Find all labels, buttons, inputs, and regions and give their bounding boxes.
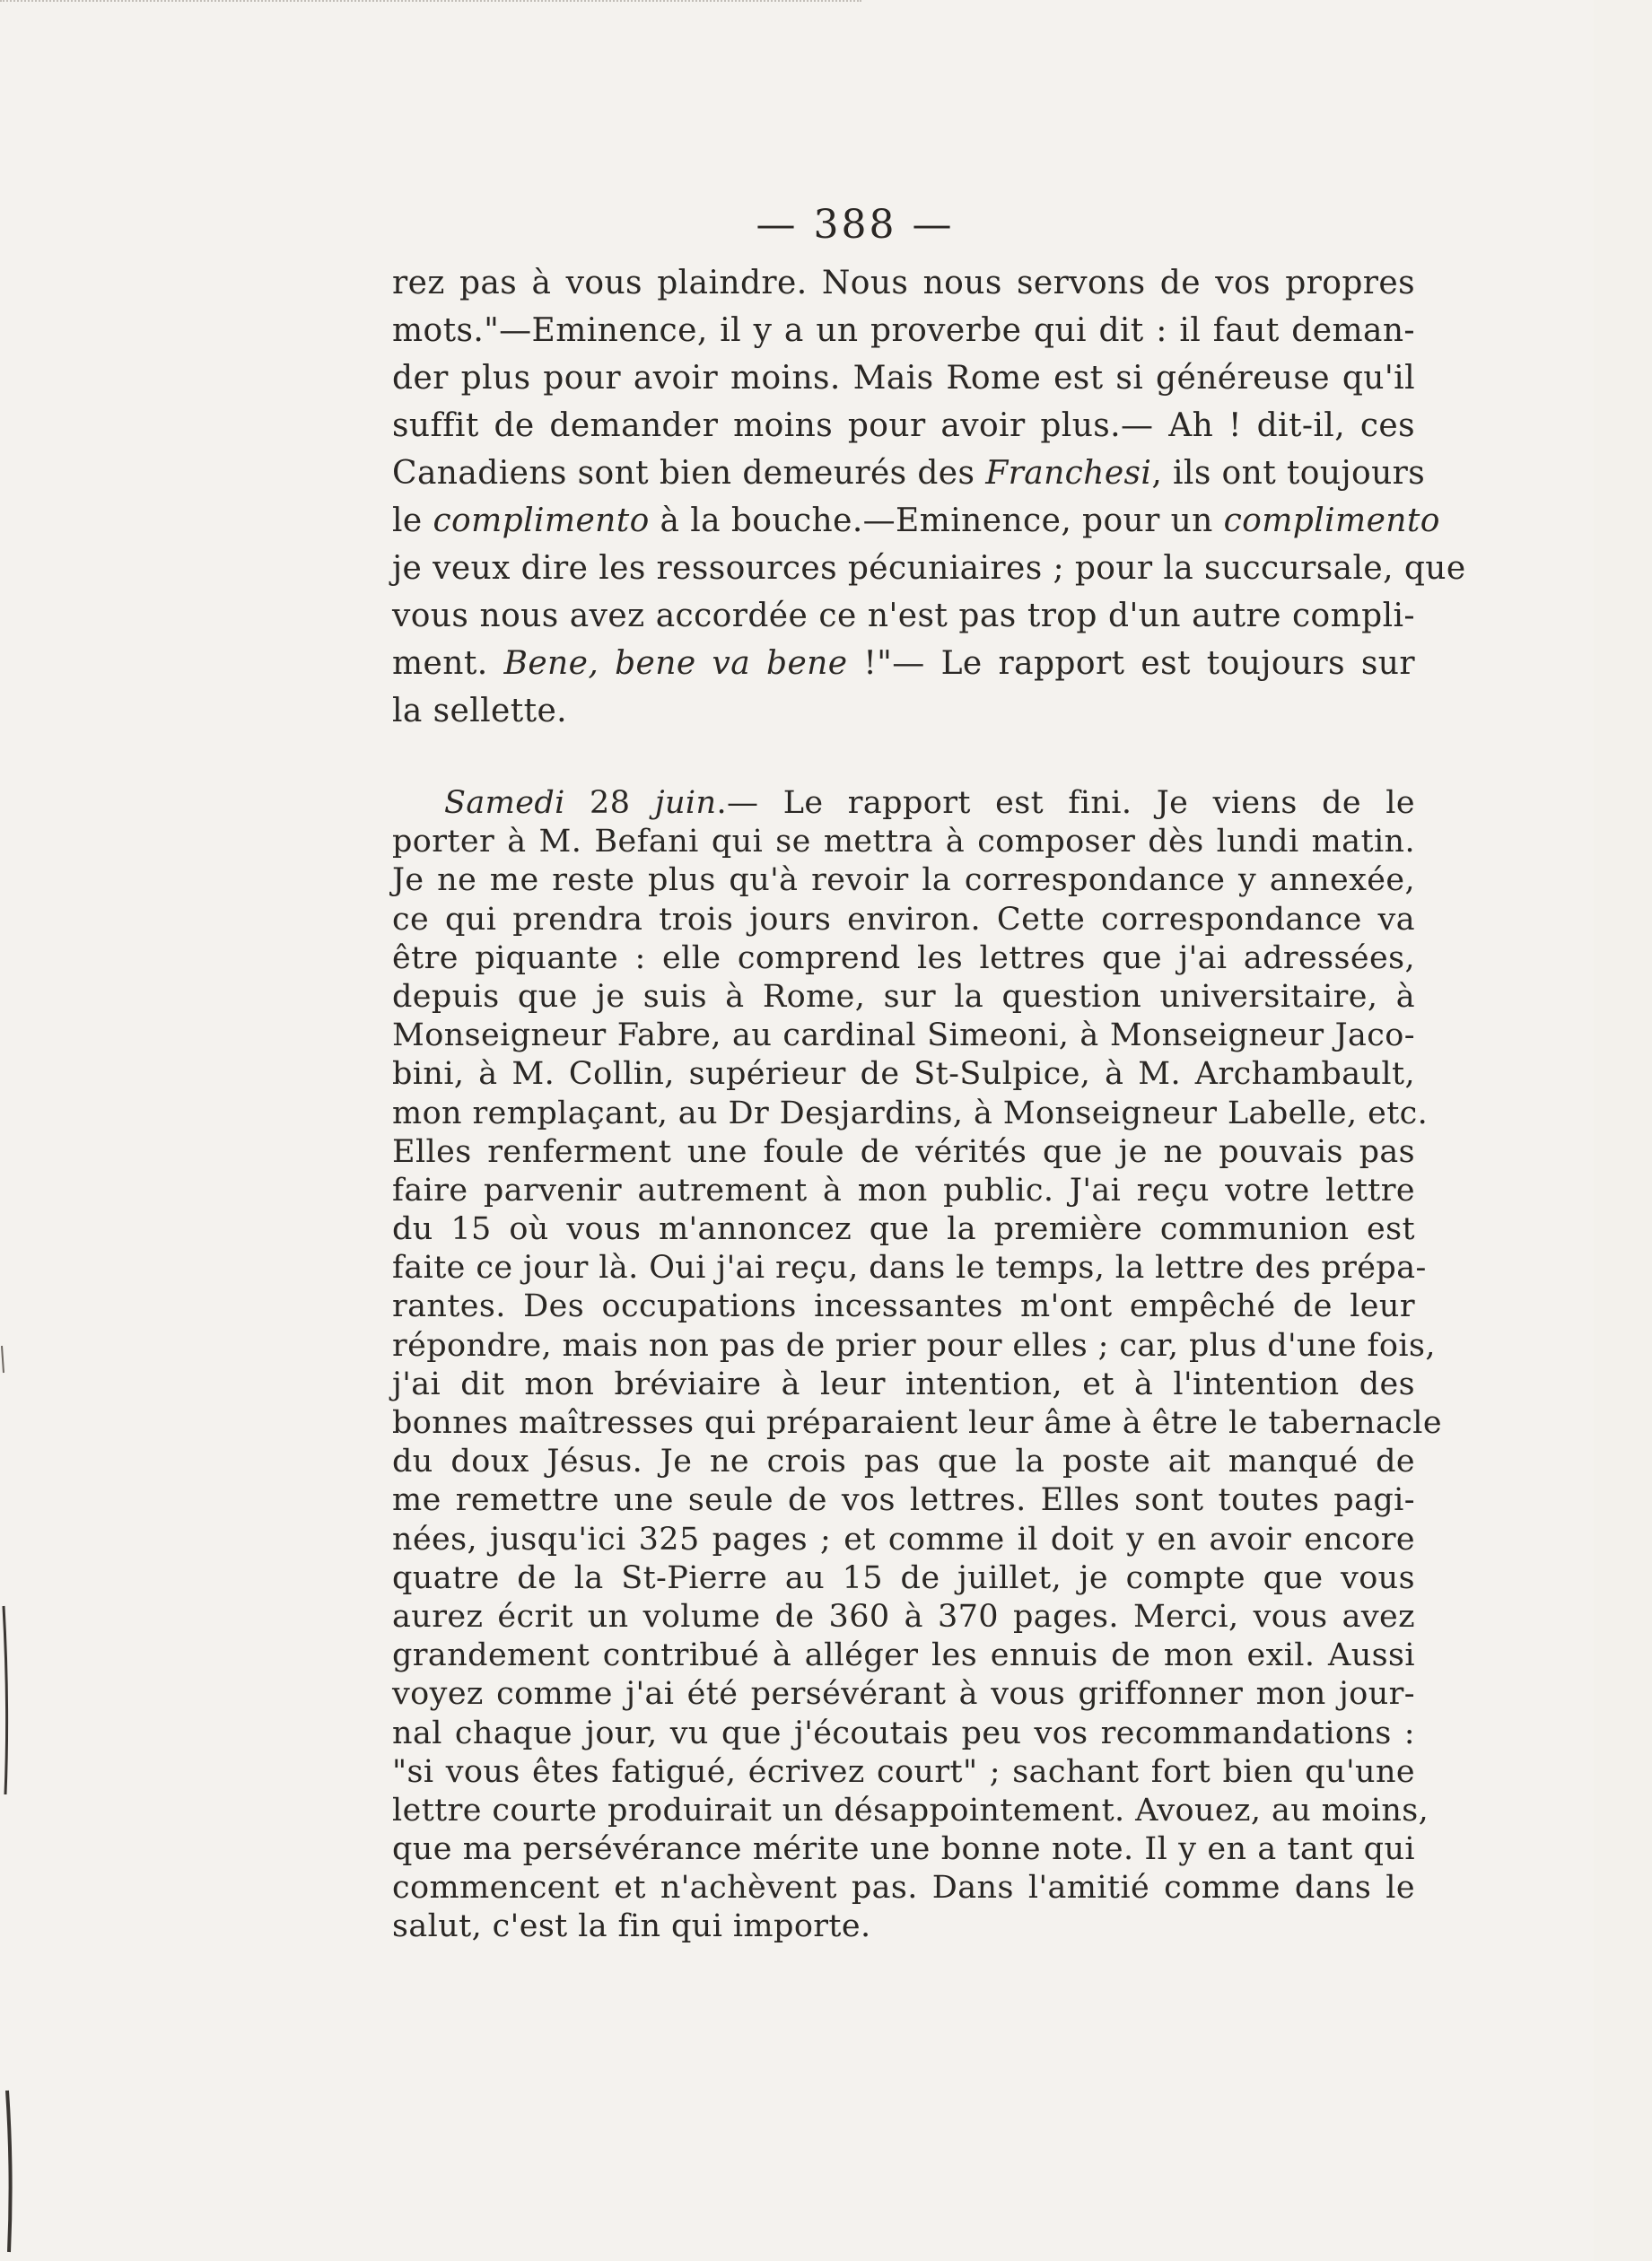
text-line: nal chaque jour, vu que j'écoutais peu vos recommandations : bbox=[392, 1715, 1415, 1751]
text-line: rantes. Des occupations incessantes m'ont empêché de leur bbox=[392, 1288, 1415, 1325]
text-run: à la bouche.—Eminence, pour un bbox=[649, 502, 1224, 539]
italic-term: Bene, bene va bene bbox=[503, 645, 848, 682]
text-line bbox=[392, 641, 1415, 688]
italic-term: juin bbox=[654, 785, 717, 821]
text-run: !"— Le rapport est toujours sur bbox=[847, 645, 1415, 682]
binding-edge-marks bbox=[0, 0, 36, 2261]
text-line: lettre courte produirait un désappointement. Avouez, au moins, bbox=[392, 1792, 1429, 1829]
italic-term: Franchesi bbox=[985, 455, 1152, 492]
text-line: je veux dire les ressources pécuniaires ; pour la succursale, que bbox=[392, 550, 1466, 587]
page-number: — 388 — bbox=[756, 202, 955, 248]
text-line: faite ce jour là. Oui j'ai reçu, dans le temps, la lettre des prépa- bbox=[392, 1250, 1427, 1287]
text-run: le bbox=[392, 502, 433, 539]
body-text bbox=[392, 260, 1466, 1947]
text-line: Monseigneur Fabre, au cardinal Simeoni, à Monseigneur Jaco- bbox=[392, 1017, 1415, 1054]
text-line: rez pas à vous plaindre. Nous nous servons de vos propres bbox=[392, 265, 1415, 301]
text-line: depuis que je suis à Rome, sur la question universitaire, à bbox=[392, 978, 1415, 1015]
italic-term: Samedi bbox=[444, 785, 565, 821]
text-line: nées, jusqu'ici 325 pages ; et comme il doit y en avoir encore bbox=[392, 1521, 1415, 1558]
text-line: vous nous avez accordée ce n'est pas trop d'un autre compli- bbox=[392, 598, 1415, 634]
text-line: voyez comme j'ai été persévérant à vous griffonner mon jour- bbox=[392, 1676, 1415, 1713]
text-line: grandement contribué à alléger les ennuis de mon exil. Aussi bbox=[392, 1637, 1415, 1674]
text-line: que ma persévérance mérite une bonne note. Il y en a tant qui bbox=[392, 1831, 1415, 1868]
text-run: 28 bbox=[564, 785, 655, 821]
text-line: répondre, mais non pas de prier pour elles ; car, plus d'une fois, bbox=[392, 1327, 1436, 1364]
text-line: j'ai dit mon bréviaire à leur intention, et à l'intention des bbox=[392, 1366, 1415, 1402]
text-run: Canadiens sont bien demeurés des bbox=[392, 455, 986, 492]
paragraph-1 bbox=[392, 260, 1466, 736]
text-line: Je ne me reste plus qu'à revoir la correspondance y annexée, bbox=[392, 862, 1415, 899]
text-run: ment. bbox=[392, 645, 504, 682]
text-line: salut, c'est la fin qui importe. bbox=[392, 1908, 871, 1945]
text-line: Elles renferment une foule de vérités que je ne pouvais pas bbox=[392, 1133, 1415, 1170]
text-line: être piquante : elle comprend les lettres que j'ai adressées, bbox=[392, 939, 1415, 976]
text-line: faire parvenir autrement à mon public. J'ai reçu votre lettre bbox=[392, 1172, 1415, 1209]
text-line: bonnes maîtresses qui préparaient leur âme à être le tabernacle bbox=[392, 1405, 1442, 1441]
text-line: du 15 où vous m'annoncez que la première communion est bbox=[392, 1211, 1415, 1248]
text-line: porter à M. Befani qui se mettra à composer dès lundi matin. bbox=[392, 824, 1415, 860]
text-line: quatre de la St-Pierre au 15 de juillet, je compte que vous bbox=[392, 1559, 1415, 1596]
text-line bbox=[392, 498, 1440, 546]
text-line: der plus pour avoir moins. Mais Rome est si généreuse qu'il bbox=[392, 360, 1415, 397]
text-line: "si vous êtes fatigué, écrivez court" ; sachant fort bien qu'une bbox=[392, 1753, 1415, 1790]
text-line: aurez écrit un volume de 360 à 370 pages. Merci, vous avez bbox=[392, 1598, 1415, 1635]
text-line: la sellette. bbox=[392, 693, 568, 729]
scan-noise-top bbox=[0, 0, 861, 11]
text-line bbox=[392, 784, 1415, 823]
text-line: suffit de demander moins pour avoir plus.— Ah ! dit-il, ces bbox=[392, 407, 1415, 444]
text-line: mon remplaçant, au Dr Desjardins, à Monseigneur Labelle, etc. bbox=[392, 1095, 1429, 1131]
text-line bbox=[392, 450, 1426, 498]
text-run: .— Le rapport est fini. Je viens de le bbox=[716, 785, 1415, 821]
italic-term: complimento bbox=[1223, 502, 1440, 539]
text-line: bini, à M. Collin, supérieur de St-Sulpice, à M. Archambault, bbox=[392, 1056, 1415, 1093]
italic-term: complimento bbox=[433, 502, 650, 539]
text-line: du doux Jésus. Je ne crois pas que la poste ait manqué de bbox=[392, 1444, 1415, 1480]
text-run: , ils ont toujours bbox=[1151, 455, 1426, 492]
text-line: ce qui prendra trois jours environ. Cette correspondance va bbox=[392, 901, 1415, 938]
text-line: me remettre une seule de vos lettres. Elles sont toutes pagi- bbox=[392, 1482, 1415, 1519]
text-line: mots."—Eminence, il y a un proverbe qui dit : il faut deman- bbox=[392, 312, 1415, 349]
paragraph-2 bbox=[392, 784, 1442, 1947]
text-line: commencent et n'achèvent pas. Dans l'amitié comme dans le bbox=[392, 1870, 1415, 1907]
